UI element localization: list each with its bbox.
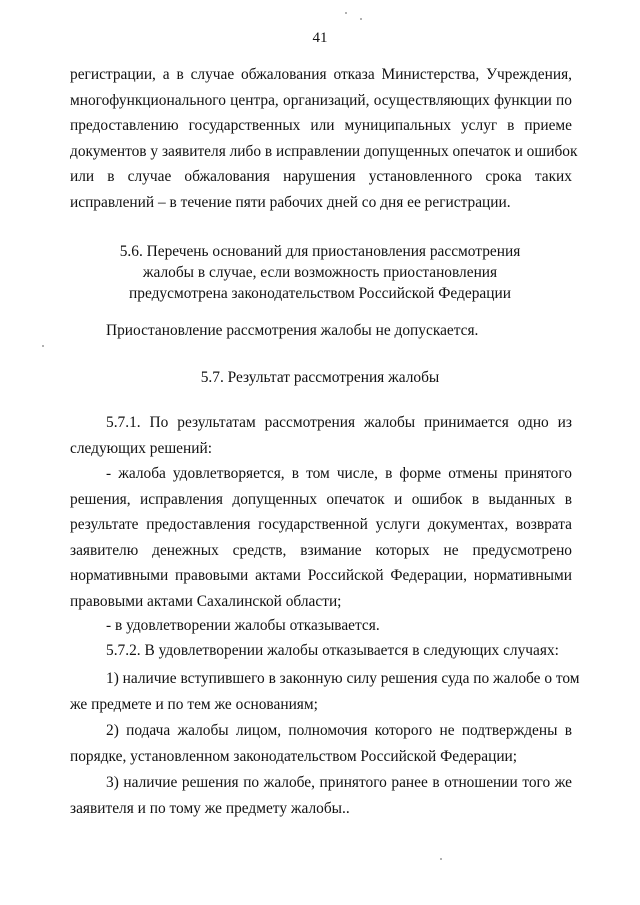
section-5-7-heading: [0, 367, 640, 388]
scan-speck: [440, 858, 442, 860]
text-line: 1) наличие вступившего в законную силу решения суда по жалобе о том: [106, 670, 580, 687]
text-line: 2) подача жалобы лицом, полномочия которого не подтверждены в: [106, 722, 572, 739]
case-2-cont: [70, 744, 572, 770]
case-2: [106, 718, 572, 744]
text-line: - жалоба удовлетворяется, в том числе, в форме отмены принятого: [106, 465, 572, 482]
scan-speck: [42, 345, 44, 347]
text-line: документов у заявителя либо в исправлении допущенных опечаток и ошибок: [70, 142, 578, 160]
text-line: предоставлению государственных или муниципальных услуг в приеме: [70, 117, 572, 134]
case-1-cont: [70, 692, 572, 718]
intro-paragraph: [70, 62, 578, 215]
heading-line: 5.7. Результат рассмотрения жалобы: [200, 369, 440, 386]
paragraph-5-7-1-cont: [70, 436, 572, 462]
text-line: многофункционального центра, организаций, осуществляющих функции по: [70, 91, 572, 109]
text-line: 3) наличие решения по жалобе, принятого ранее в отношении того же: [106, 774, 572, 791]
section-5-6-text: Приостановление рассмотрения жалобы не допускается.: [106, 322, 479, 339]
case-3-cont: [70, 796, 572, 822]
text-line: регистрации, а в случае обжалования отказа Министерства, Учреждения,: [70, 66, 572, 83]
text-line: исправлений – в течение пяти рабочих дней со дня ее регистрации.: [70, 193, 511, 211]
text-line: правовыми актами Сахалинской области;: [70, 592, 342, 610]
scan-speck: [345, 12, 347, 14]
paragraph-5-7-1: [106, 410, 572, 436]
text-line: решения, исправления допущенных опечаток и ошибок в выданных в: [70, 490, 572, 508]
heading-line: 5.6. Перечень оснований для приостановления рассмотрения: [119, 243, 521, 260]
text-line: или в случае обжалования нарушения установленного срока таких: [70, 168, 572, 185]
scan-speck: [360, 18, 362, 20]
item-refused: - в удовлетворении жалобы отказывается.: [106, 617, 380, 634]
item-satisfied: [106, 461, 572, 487]
heading-line: жалобы в случае, если возможность приостановления: [142, 264, 498, 281]
text-line: 5.7.1. По результатам рассмотрения жалобы принимается одно из: [106, 414, 572, 431]
case-3: [106, 770, 572, 796]
text-line: порядке, установленном законодательством Российской Федерации;: [70, 747, 518, 765]
heading-line: предусмотрена законодательством Российской Федерации: [129, 285, 511, 302]
section-5-6-heading: [0, 241, 640, 304]
text-line: же предмете и по тем же основаниям;: [70, 695, 318, 713]
text-line: результате предоставления государственной услуги документах, возврата: [70, 516, 572, 533]
case-1: [106, 666, 580, 692]
text-line: заявителю денежных средств, взимание которых не предусмотрено: [70, 541, 572, 559]
text-line: нормативными правовыми актами Российской Федерации, нормативными: [70, 567, 572, 584]
text-line: заявителя и по тому же предмету жалобы..: [70, 799, 350, 817]
page-number: 41: [312, 30, 328, 46]
paragraph-5-7-2: 5.7.2. В удовлетворении жалобы отказывается в следующих случаях:: [106, 642, 559, 659]
text-line: следующих решений:: [70, 439, 212, 457]
item-satisfied-cont: [70, 487, 572, 615]
